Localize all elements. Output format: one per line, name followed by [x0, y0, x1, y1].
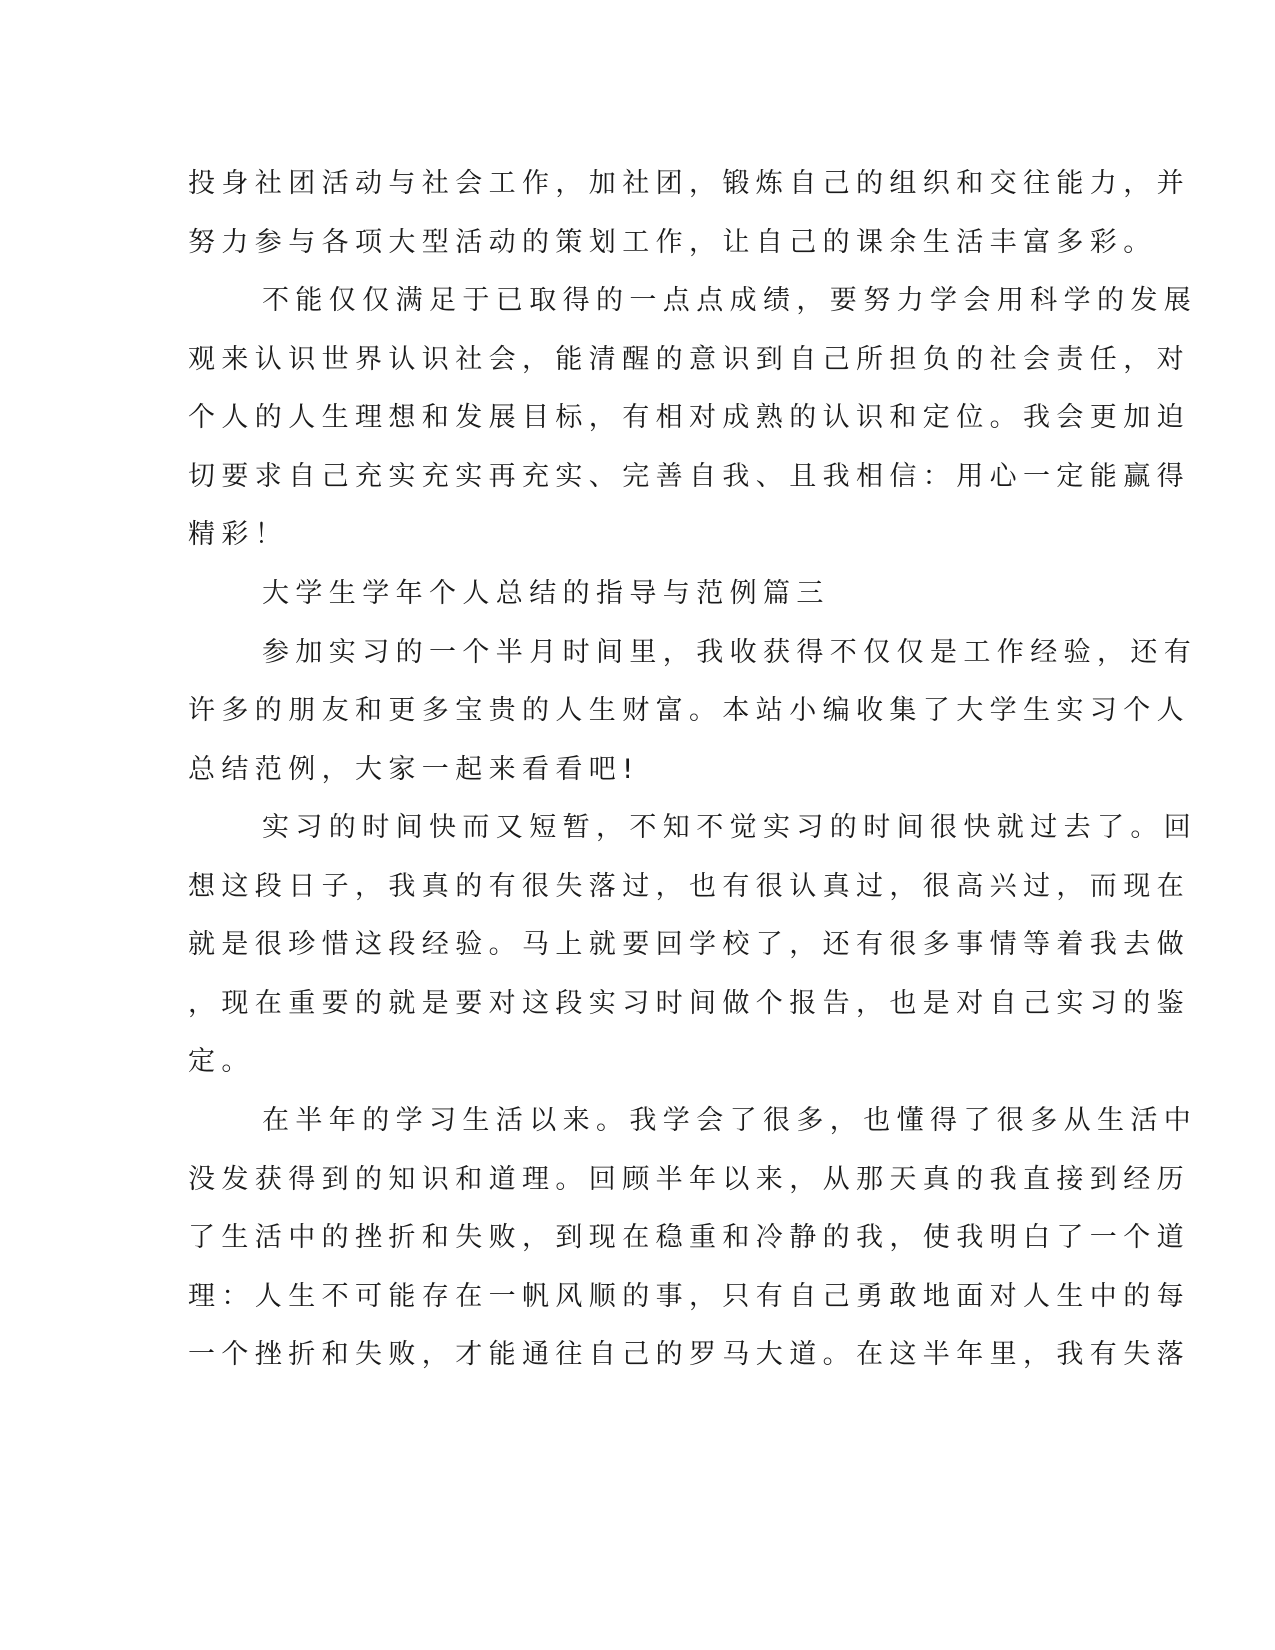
- text-line: ，现在重要的就是要对这段实习时间做个报告，也是对自己实习的鉴: [188, 988, 1190, 1019]
- text-line: 投身社团活动与社会工作，加社团，锻炼自己的组织和交往能力，并: [188, 168, 1190, 199]
- text-line: 实习的时间快而又短暂，不知不觉实习的时间很快就过去了。回: [262, 812, 1198, 843]
- text-line: 了生活中的挫折和失败，到现在稳重和冷静的我，使我明白了一个道: [188, 1222, 1190, 1253]
- text-line: 想这段日子，我真的有很失落过，也有很认真过，很高兴过，而现在: [188, 871, 1190, 902]
- text-line: 努力参与各项大型活动的策划工作，让自己的课余生活丰富多彩。: [188, 227, 1157, 258]
- text-line: 观来认识世界认识社会，能清醒的意识到自己所担负的社会责任，对: [188, 344, 1190, 375]
- text-line: 定。: [188, 1046, 255, 1077]
- text-line: 不能仅仅满足于已取得的一点点成绩，要努力学会用科学的发展: [262, 285, 1198, 316]
- text-line: 参加实习的一个半月时间里，我收获得不仅仅是工作经验，还有: [262, 637, 1198, 668]
- text-line: 在半年的学习生活以来。我学会了很多，也懂得了很多从生活中: [262, 1105, 1198, 1136]
- text-line: 就是很珍惜这段经验。马上就要回学校了，还有很多事情等着我去做: [188, 929, 1190, 960]
- text-line: 切要求自己充实充实再充实、完善自我、且我相信：用心一定能赢得: [188, 461, 1190, 492]
- text-line: 总结范例，大家一起来看看吧!: [188, 754, 640, 785]
- text-line: 许多的朋友和更多宝贵的人生财富。本站小编收集了大学生实习个人: [188, 695, 1190, 726]
- text-line: 没发获得到的知识和道理。回顾半年以来，从那天真的我直接到经历: [188, 1164, 1190, 1195]
- text-line: 个人的人生理想和发展目标，有相对成熟的认识和定位。我会更加迫: [188, 402, 1190, 433]
- text-line: 理：人生不可能存在一帆风顺的事，只有自己勇敢地面对人生中的每: [188, 1281, 1190, 1312]
- text-line: 精彩！: [188, 519, 289, 550]
- section-heading: 大学生学年个人总结的指导与范例篇三: [262, 578, 830, 609]
- text-line: 一个挫折和失败，才能通往自己的罗马大道。在这半年里，我有失落: [188, 1339, 1190, 1370]
